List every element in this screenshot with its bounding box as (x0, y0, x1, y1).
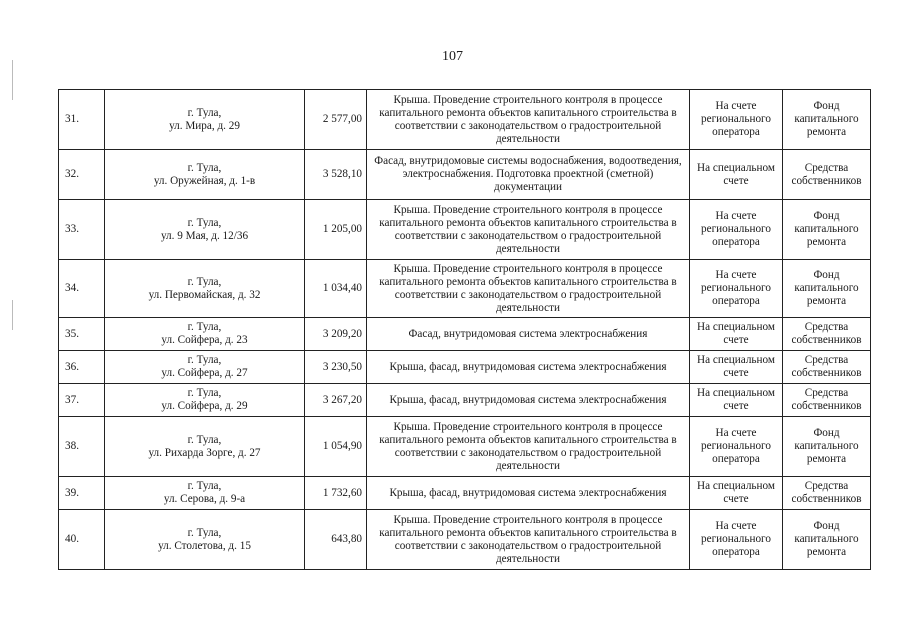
account-cell: На счете регионального оператора (690, 510, 783, 570)
funding-source-cell: Фонд капитального ремонта (783, 510, 871, 570)
repair-table (58, 89, 871, 570)
funding-source-cell: Средства собственников (783, 351, 871, 384)
address-cell (105, 384, 305, 417)
work-type-cell: Крыша, фасад, внутридомовая система электроснабжения (367, 477, 690, 510)
table-row (59, 351, 871, 384)
address-cell (105, 260, 305, 318)
address-cell (105, 90, 305, 150)
work-type-cell: Крыша. Проведение строительного контроля в процессе капитального ремонта объектов капитального строительства в соответствии с законодательством о градостроительной деятельности (367, 200, 690, 260)
left-margin-mark (12, 300, 13, 330)
left-margin-mark (12, 60, 13, 100)
row-number-cell: 31. (59, 90, 105, 150)
work-type-cell: Фасад, внутридомовые системы водоснабжения, водоотведения, электроснабжения. Подготовка проектной (сметной) документации (367, 150, 690, 200)
work-type-cell: Крыша, фасад, внутридомовая система электроснабжения (367, 384, 690, 417)
table-row (59, 150, 871, 200)
address-street: ул. Сойфера, д. 23 (161, 334, 248, 346)
funding-source-cell: Фонд капитального ремонта (783, 260, 871, 318)
funding-source-cell: Средства собственников (783, 150, 871, 200)
funding-source-cell: Фонд капитального ремонта (783, 200, 871, 260)
address-cell (105, 477, 305, 510)
account-cell: На специальном счете (690, 384, 783, 417)
account-cell: На счете регионального оператора (690, 260, 783, 318)
work-type-cell: Фасад, внутридомовая система электроснабжения (367, 318, 690, 351)
account-cell: На специальном счете (690, 351, 783, 384)
table-row (59, 260, 871, 318)
table-row (59, 510, 871, 570)
account-cell: На счете регионального оператора (690, 90, 783, 150)
amount-cell: 643,80 (305, 510, 367, 570)
funding-source-cell: Фонд капитального ремонта (783, 90, 871, 150)
row-number-cell: 32. (59, 150, 105, 200)
amount-cell: 1 732,60 (305, 477, 367, 510)
funding-source-cell: Средства собственников (783, 477, 871, 510)
account-cell: На специальном счете (690, 150, 783, 200)
address-city: г. Тула, (187, 433, 222, 446)
address-street: ул. Первомайская, д. 32 (148, 288, 261, 301)
address-city: г. Тула, (187, 387, 222, 399)
funding-source-cell: Средства собственников (783, 384, 871, 417)
amount-cell: 3 209,20 (305, 318, 367, 351)
address-city: г. Тула, (187, 321, 222, 333)
table-row (59, 417, 871, 477)
work-type-cell: Крыша, фасад, внутридомовая система электроснабжения (367, 351, 690, 384)
amount-cell: 3 230,50 (305, 351, 367, 384)
address-street: ул. Столетова, д. 15 (158, 539, 251, 552)
address-street: ул. Сойфера, д. 27 (161, 367, 248, 379)
work-type-cell: Крыша. Проведение строительного контроля в процессе капитального ремонта объектов капитального строительства в соответствии с законодательством о градостроительной деятельности (367, 90, 690, 150)
row-number-cell: 33. (59, 200, 105, 260)
address-street: ул. Мира, д. 29 (169, 119, 240, 132)
table-row (59, 90, 871, 150)
table-body (59, 90, 871, 570)
account-cell: На специальном счете (690, 318, 783, 351)
work-type-cell: Крыша. Проведение строительного контроля в процессе капитального ремонта объектов капитального строительства в соответствии с законодательством о градостроительной деятельности (367, 510, 690, 570)
row-number-cell: 36. (59, 351, 105, 384)
funding-source-cell: Средства собственников (783, 318, 871, 351)
row-number-cell: 35. (59, 318, 105, 351)
address-cell (105, 200, 305, 260)
funding-source-cell: Фонд капитального ремонта (783, 417, 871, 477)
address-street: ул. Оружейная, д. 1-в (153, 174, 256, 187)
page-number: 107 (442, 49, 463, 64)
address-cell (105, 510, 305, 570)
row-number-cell: 39. (59, 477, 105, 510)
address-city: г. Тула, (187, 354, 222, 366)
row-number-cell: 34. (59, 260, 105, 318)
amount-cell: 1 034,40 (305, 260, 367, 318)
row-number-cell: 37. (59, 384, 105, 417)
row-number-cell: 40. (59, 510, 105, 570)
address-cell (105, 318, 305, 351)
address-city: г. Тула, (187, 216, 222, 229)
address-cell (105, 417, 305, 477)
address-street: ул. 9 Мая, д. 12/36 (160, 229, 249, 242)
address-city: г. Тула, (187, 275, 222, 288)
row-number-cell: 38. (59, 417, 105, 477)
address-city: г. Тула, (187, 480, 222, 492)
address-cell (105, 351, 305, 384)
address-city: г. Тула, (187, 161, 222, 174)
table-row (59, 477, 871, 510)
address-cell (105, 150, 305, 200)
work-type-cell: Крыша. Проведение строительного контроля в процессе капитального ремонта объектов капитального строительства в соответствии с законодательством о градостроительной деятельности (367, 417, 690, 477)
work-type-cell: Крыша. Проведение строительного контроля в процессе капитального ремонта объектов капитального строительства в соответствии с законодательством о градостроительной деятельности (367, 260, 690, 318)
address-city: г. Тула, (187, 526, 222, 539)
table-row (59, 318, 871, 351)
account-cell: На счете регионального оператора (690, 417, 783, 477)
table-row (59, 200, 871, 260)
address-street: ул. Рихарда Зорге, д. 27 (148, 446, 261, 459)
amount-cell: 1 205,00 (305, 200, 367, 260)
amount-cell: 3 528,10 (305, 150, 367, 200)
table-row (59, 384, 871, 417)
amount-cell: 2 577,00 (305, 90, 367, 150)
account-cell: На специальном счете (690, 477, 783, 510)
amount-cell: 1 054,90 (305, 417, 367, 477)
account-cell: На счете регионального оператора (690, 200, 783, 260)
address-city: г. Тула, (187, 106, 222, 119)
address-street: ул. Серова, д. 9-а (163, 493, 246, 505)
amount-cell: 3 267,20 (305, 384, 367, 417)
address-street: ул. Сойфера, д. 29 (161, 400, 248, 412)
